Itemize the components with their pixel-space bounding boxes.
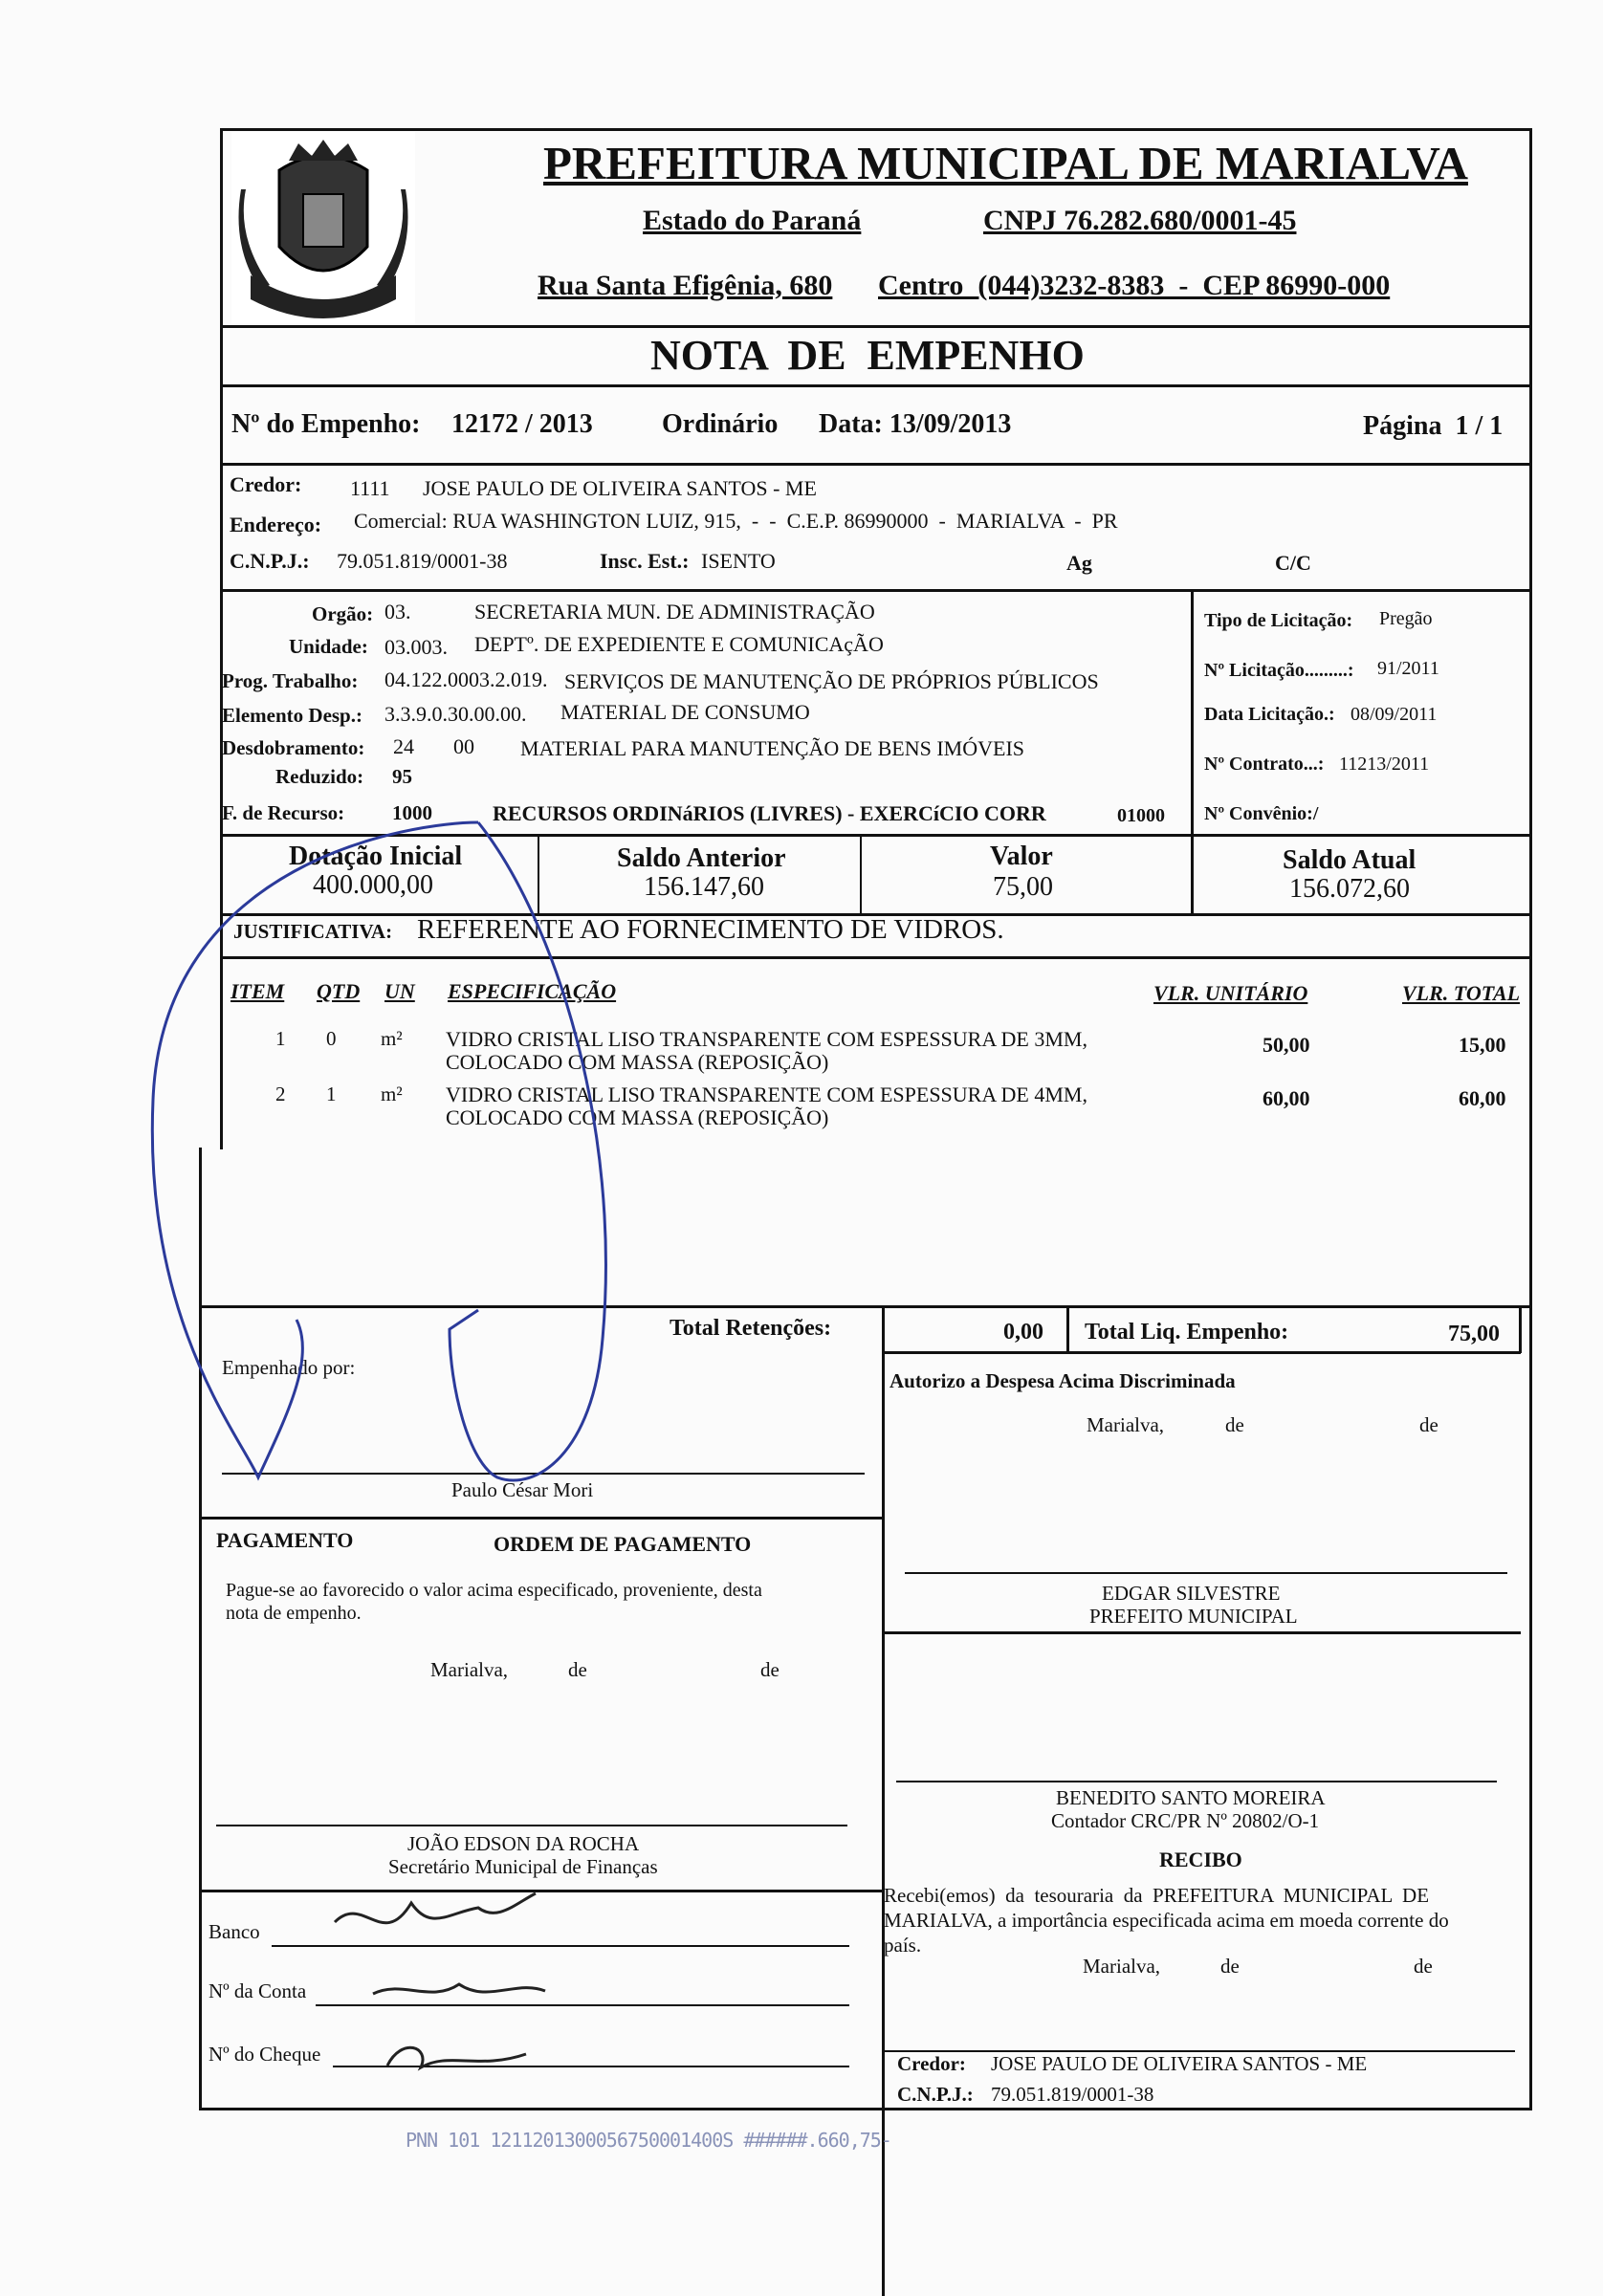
orgao-label: Orgão:: [312, 602, 374, 625]
footer-credor-name: JOSE PAULO DE OLIVEIRA SANTOS - ME: [991, 2052, 1368, 2075]
rule: [220, 589, 1532, 592]
coat-of-arms-logo: [231, 132, 415, 323]
reduzido-label: Reduzido:: [275, 765, 364, 788]
insc-value: ISENTO: [701, 549, 776, 573]
autorizo-de2: de: [1419, 1413, 1438, 1436]
col-qtd: QTD: [317, 979, 361, 1003]
col-especificacao: ESPECIFICAÇÃO: [448, 979, 617, 1003]
elem-code: 3.3.9.0.30.00.00.: [384, 702, 527, 726]
licitacao-tipo-label: Tipo de Licitação:: [1204, 610, 1353, 631]
col-vlr-unitario: VLR. UNITÁRIO: [1153, 981, 1308, 1005]
rule: [220, 834, 1532, 837]
item-desc-line1: VIDRO CRISTAL LISO TRANSPARENTE COM ESPESSURA DE 4MM,: [446, 1082, 1087, 1106]
reduzido-value: 95: [392, 765, 412, 788]
pagamento-place: Marialva,: [430, 1658, 509, 1681]
autorizo-label: Autorizo a Despesa Acima Discriminada: [889, 1369, 1236, 1392]
saldo-anterior-label: Saldo Anterior: [617, 843, 786, 873]
signature-line: [216, 1825, 847, 1826]
cheque-label: Nº do Cheque: [209, 2043, 321, 2066]
endereco-value: Comercial: RUA WASHINGTON LUIZ, 915, - - C.E.P. 86990000 - MARIALVA - PR: [354, 509, 1118, 533]
rule: [882, 1631, 1521, 1634]
autorizo-place: Marialva,: [1087, 1413, 1165, 1436]
cc-label: C/C: [1275, 551, 1311, 575]
total-liquido-label: Total Liq. Empenho:: [1085, 1320, 1289, 1345]
prefeito-role: PREFEITO MUNICIPAL: [1089, 1605, 1298, 1628]
pagamento-de1: de: [568, 1658, 587, 1681]
cnpj-value: 79.051.819/0001-38: [337, 549, 508, 573]
secretario-name: JOÃO EDSON DA ROCHA: [407, 1832, 640, 1855]
rule: [220, 325, 1532, 328]
banco-line: [272, 1945, 849, 1947]
header-address: Rua Santa Efigênia, 680: [538, 270, 833, 301]
ordem-pagamento-label: ORDEM DE PAGAMENTO: [494, 1532, 752, 1556]
endereco-label: Endereço:: [230, 513, 322, 536]
prog-value: SERVIÇOS DE MANUTENÇÃO DE PRÓPRIOS PÚBLICOS: [564, 669, 1099, 693]
doc-title: NOTA DE EMPENHO: [650, 332, 1085, 379]
orgao-code: 03.: [384, 600, 411, 623]
saldo-anterior-value: 156.147,60: [644, 872, 764, 902]
rule-vertical: [1191, 589, 1194, 916]
valor-label: Valor: [990, 842, 1053, 871]
contrato-label: Nº Contrato...:: [1204, 754, 1325, 775]
frame-top: [220, 128, 1532, 131]
frame-right: [1529, 128, 1532, 2110]
recurso-code: 1000: [392, 801, 432, 824]
recibo-text-line2: MARIALVA, a importância especificada acima em moeda corrente do: [884, 1909, 1449, 1932]
desd-code1: 24: [393, 734, 414, 758]
rule: [220, 463, 1532, 466]
pagamento-text-line2: nota de empenho.: [226, 1603, 362, 1624]
recurso-code2: 01000: [1117, 805, 1165, 826]
banco-label: Banco: [209, 1920, 260, 1943]
licitacao-tipo-value: Pregão: [1379, 608, 1433, 629]
convenio-label: Nº Convênio:/: [1204, 803, 1319, 824]
credor-name: JOSE PAULO DE OLIVEIRA SANTOS - ME: [423, 476, 817, 500]
total-liquido-value: 75,00: [1448, 1322, 1500, 1346]
item-un: m²: [381, 1082, 403, 1105]
empenhado-name: Paulo César Mori: [451, 1478, 594, 1501]
recibo-text-line3: país.: [884, 1934, 922, 1957]
rule: [199, 1305, 1532, 1308]
header-cnpj: CNPJ 76.282.680/0001-45: [983, 205, 1297, 236]
col-un: UN: [384, 979, 415, 1003]
footer-cnpj-label: C.N.P.J.:: [897, 2083, 974, 2106]
item-desc-line2: COLOCADO COM MASSA (REPOSIÇÃO): [446, 1105, 829, 1129]
barcode-text: PNN 101 1211201300056750001400S ######.660,75-: [406, 2129, 891, 2152]
licitacao-num-label: Nº Licitação.........:: [1204, 660, 1354, 681]
recibo-place: Marialva,: [1083, 1955, 1161, 1978]
desd-value: MATERIAL PARA MANUTENÇÃO DE BENS IMÓVEIS: [520, 736, 1025, 760]
cheque-line: [333, 2066, 849, 2067]
unidade-value: DEPTº. DE EXPEDIENTE E COMUNICAçÃO: [474, 632, 884, 656]
frame-left: [220, 128, 223, 1149]
elem-value: MATERIAL DE CONSUMO: [560, 700, 810, 724]
justificativa-label: JUSTIFICATIVA:: [233, 920, 393, 943]
credor-code: 1111: [350, 476, 390, 500]
rule: [882, 1351, 1521, 1354]
item-unit-value: 60,00: [1263, 1086, 1310, 1110]
saldo-atual-value: 156.072,60: [1289, 874, 1410, 904]
dotacao-value: 400.000,00: [313, 870, 433, 900]
pagamento-de2: de: [760, 1658, 780, 1681]
recibo-title: RECIBO: [1159, 1848, 1242, 1871]
unidade-code: 03.003.: [384, 635, 448, 659]
svg-text:MARIALVA: MARIALVA: [295, 284, 352, 297]
recibo-de2: de: [1414, 1955, 1433, 1978]
autorizo-de1: de: [1225, 1413, 1244, 1436]
insc-label: Insc. Est.:: [600, 549, 690, 573]
empenho-type: Ordinário: [662, 409, 779, 439]
conta-line: [316, 2004, 849, 2006]
empenho-page: Página 1 / 1: [1363, 411, 1504, 441]
contador-role: Contador CRC/PR Nº 20802/O-1: [1051, 1809, 1320, 1832]
item-qtd: 0: [326, 1027, 337, 1050]
desd-code2: 00: [453, 734, 474, 758]
empenho-date: Data: 13/09/2013: [819, 409, 1012, 439]
frame-left-lower: [199, 1148, 202, 2110]
valor-value: 75,00: [993, 872, 1053, 902]
item-unit-value: 50,00: [1263, 1033, 1310, 1057]
signature-line: [222, 1473, 865, 1475]
rule-vertical: [860, 834, 862, 916]
dotacao-label: Dotação Inicial: [289, 842, 463, 871]
item-number: 2: [275, 1082, 286, 1105]
item-qtd: 1: [326, 1082, 337, 1105]
contrato-value: 11213/2011: [1339, 754, 1430, 775]
orgao-value: SECRETARIA MUN. DE ADMINISTRAÇÃO: [474, 600, 875, 623]
header-title: PREFEITURA MUNICIPAL DE MARIALVA: [543, 137, 1468, 189]
secretario-role: Secretário Municipal de Finanças: [388, 1855, 658, 1878]
recibo-de1: de: [1220, 1955, 1240, 1978]
pagamento-label: PAGAMENTO: [216, 1528, 354, 1552]
licitacao-data-value: 08/09/2011: [1350, 704, 1438, 725]
unidade-label: Unidade:: [289, 635, 368, 658]
cnpj-label: C.N.P.J.:: [230, 549, 310, 573]
empenho-label: Nº do Empenho:: [231, 409, 421, 439]
rule-vertical: [1066, 1305, 1069, 1353]
rule: [220, 956, 1532, 959]
item-total-value: 15,00: [1459, 1033, 1506, 1057]
empenhado-label: Empenhado por:: [222, 1356, 356, 1379]
rule: [199, 1517, 884, 1520]
ag-label: Ag: [1066, 551, 1092, 575]
saldo-atual-label: Saldo Atual: [1283, 845, 1416, 875]
credor-label: Credor:: [230, 472, 302, 496]
prog-label: Prog. Trabalho:: [222, 669, 359, 692]
item-total-value: 60,00: [1459, 1086, 1506, 1110]
signature-line: [905, 1572, 1507, 1574]
prefeito-name: EDGAR SILVESTRE: [1102, 1582, 1281, 1605]
col-item: ITEM: [231, 979, 285, 1003]
rule-vertical: [538, 834, 539, 916]
item-desc-line2: COLOCADO COM MASSA (REPOSIÇÃO): [446, 1050, 829, 1074]
rule: [220, 384, 1532, 387]
prog-code: 04.122.0003.2.019.: [384, 667, 548, 691]
desd-label: Desdobramento:: [222, 736, 365, 759]
footer-credor-label: Credor:: [897, 2052, 966, 2075]
contador-name: BENEDITO SANTO MOREIRA: [1056, 1786, 1326, 1809]
total-retencoes-label: Total Retenções:: [670, 1316, 832, 1341]
licitacao-data-label: Data Licitação.:: [1204, 704, 1335, 725]
frame-bottom: [199, 2108, 1532, 2110]
item-desc-line1: VIDRO CRISTAL LISO TRANSPARENTE COM ESPESSURA DE 3MM,: [446, 1027, 1087, 1051]
rule: [199, 1890, 884, 1892]
empenho-number: 12172 / 2013: [451, 409, 593, 439]
licitacao-num-value: 91/2011: [1377, 658, 1439, 679]
recibo-text-line1: Recebi(emos) da tesouraria da PREFEITURA MUNICIPAL DE: [884, 1884, 1430, 1907]
col-vlr-total: VLR. TOTAL: [1402, 981, 1521, 1005]
header-state: Estado do Paraná: [643, 205, 862, 236]
footer-cnpj-value: 79.051.819/0001-38: [991, 2083, 1154, 2106]
justificativa-text: REFERENTE AO FORNECIMENTO DE VIDROS.: [417, 914, 1004, 945]
item-number: 1: [275, 1027, 286, 1050]
total-retencoes-value: 0,00: [1003, 1320, 1043, 1345]
signature-line: [896, 1781, 1497, 1782]
rule-vertical: [1519, 1305, 1522, 1353]
recurso-label: F. de Recurso:: [222, 801, 345, 824]
recurso-value: RECURSOS ORDINáRIOS (LIVRES) - EXERCíCIO CORR: [493, 801, 1046, 825]
header-address-rest: Centro (044)3232-8383 - CEP 86990-000: [878, 270, 1391, 301]
conta-label: Nº da Conta: [209, 1979, 307, 2002]
item-un: m²: [381, 1027, 403, 1050]
pagamento-text-line1: Pague-se ao favorecido o valor acima especificado, proveniente, desta: [226, 1580, 762, 1601]
elem-label: Elemento Desp.:: [222, 704, 362, 727]
